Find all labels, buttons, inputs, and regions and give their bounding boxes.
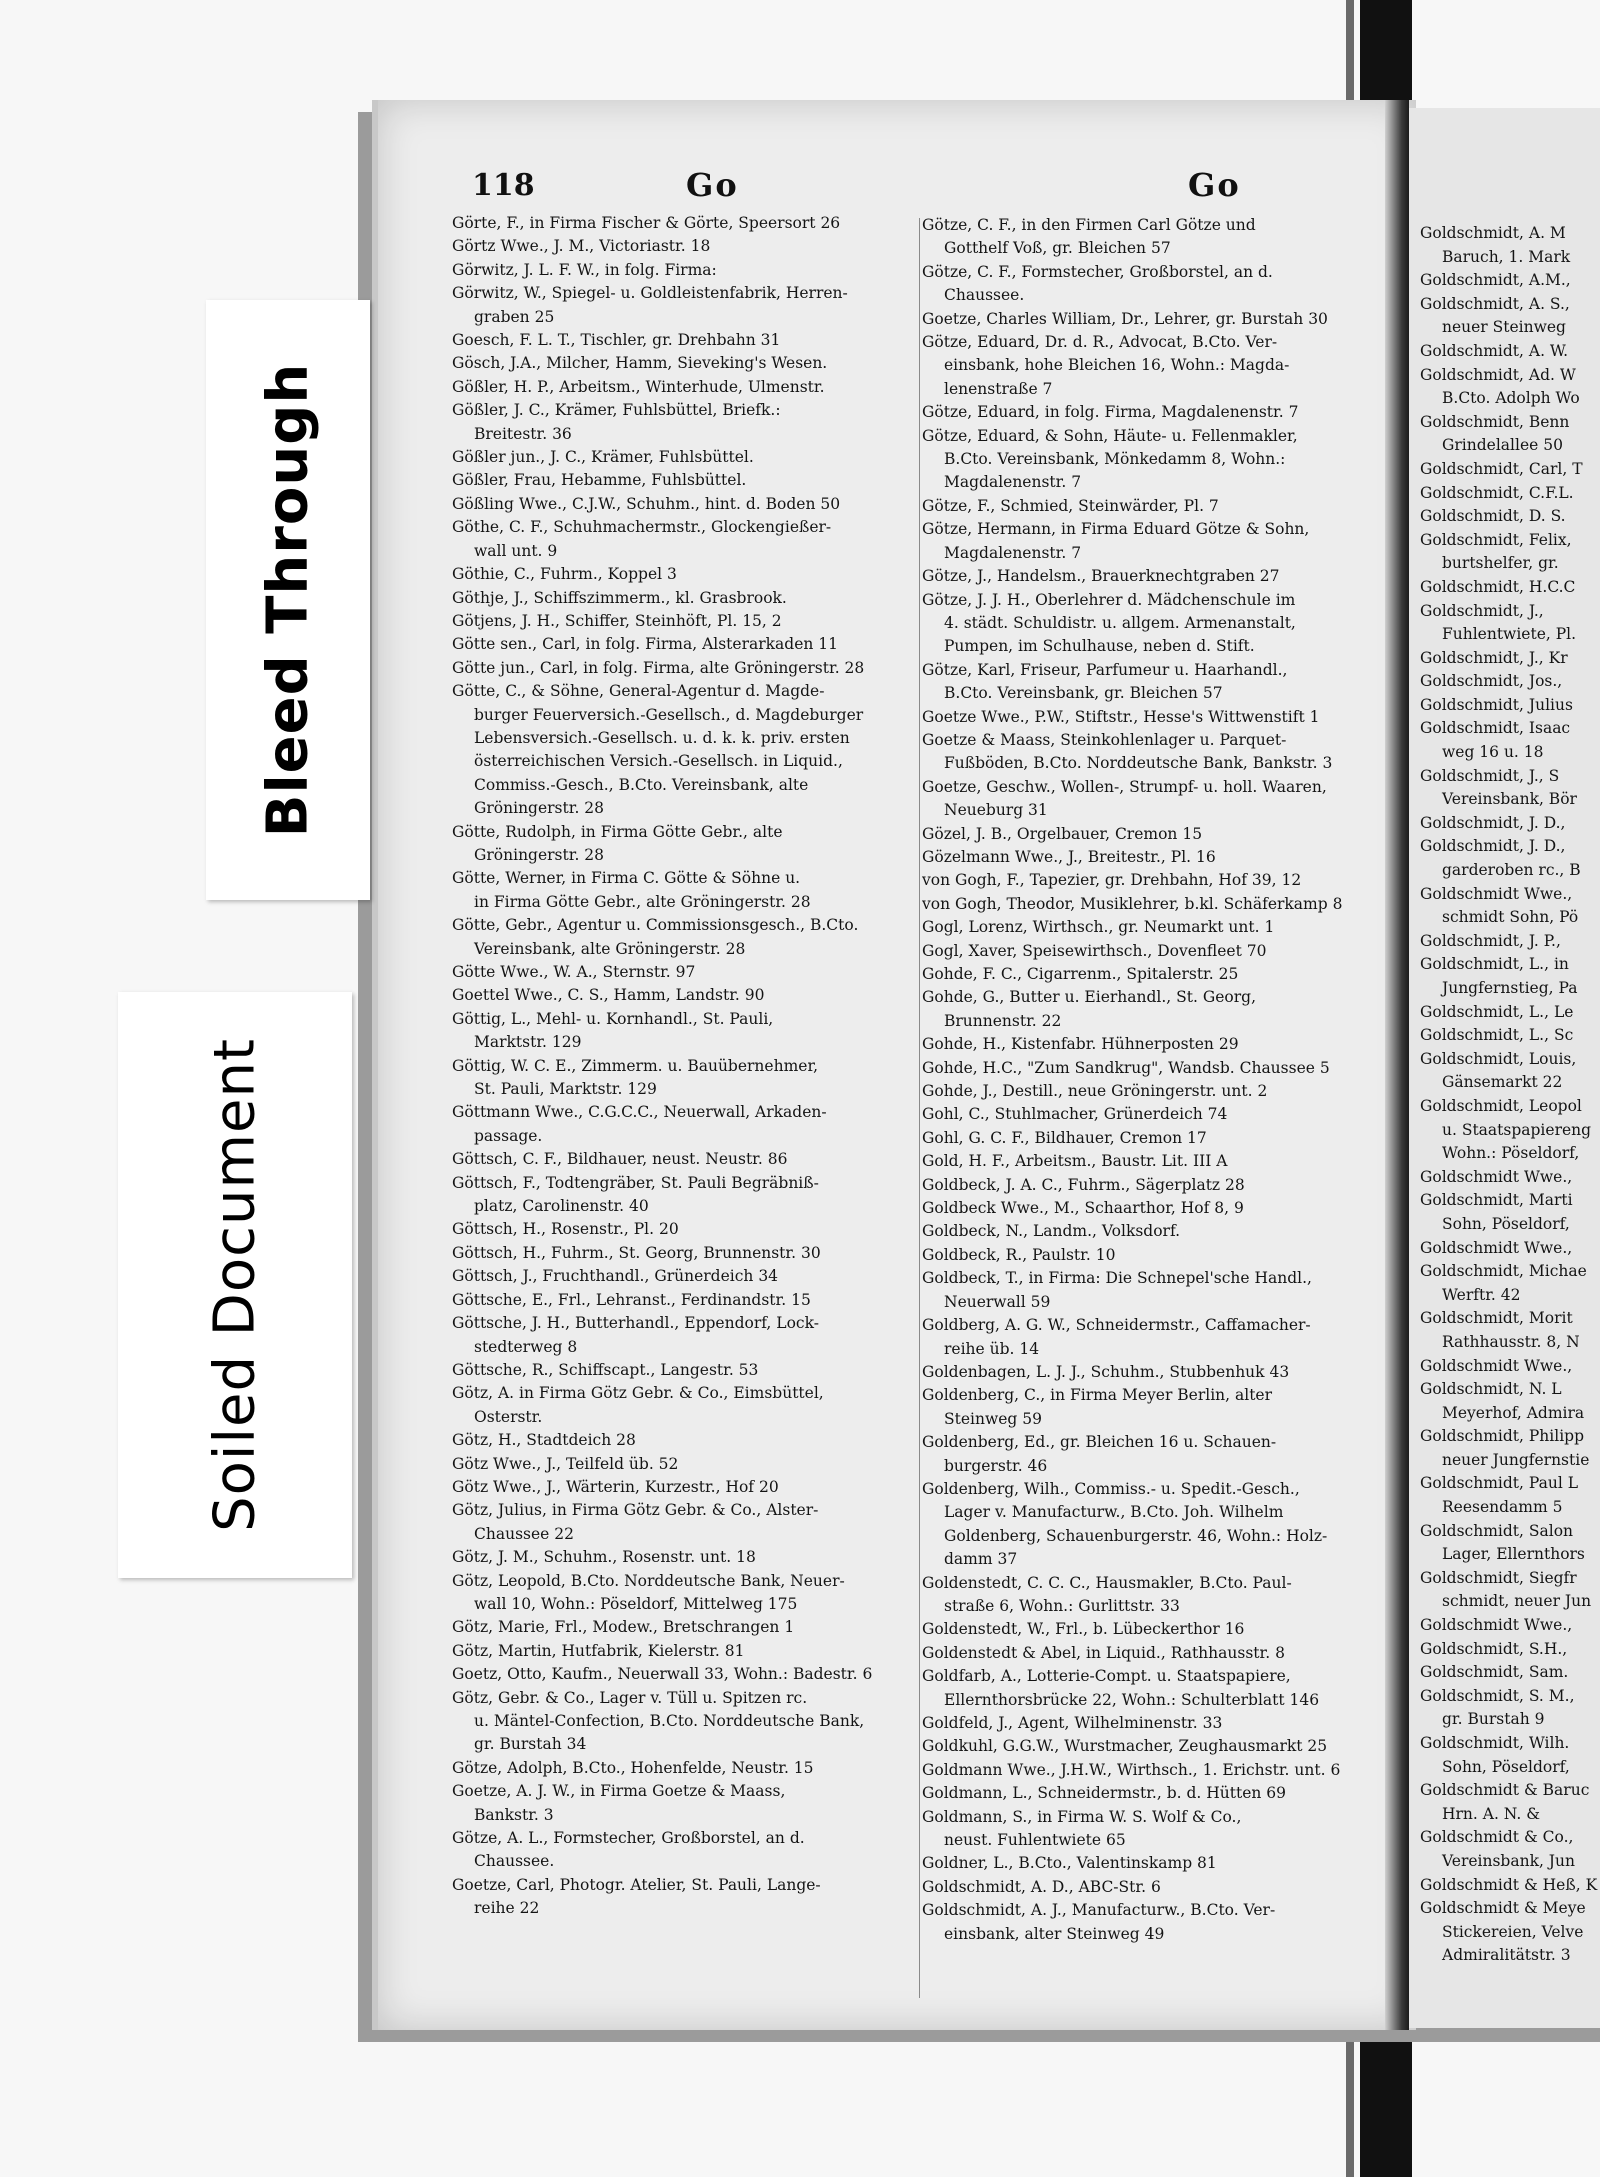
directory-entry-line: Goldschmidt, J. P.,	[1420, 931, 1561, 950]
directory-entry-line: Goldschmidt, Wilh.	[1420, 1734, 1570, 1752]
directory-entry-line: Goldner, L., B.Cto., Valentinskamp 81	[922, 1854, 1217, 1873]
directory-entry-line: Goldenberg, C., in Firma Meyer Berlin, alter	[922, 1386, 1273, 1405]
directory-entry-line: 4. städt. Schuldistr. u. allgem. Armenanstalt,	[944, 613, 1296, 632]
directory-entry-line: Lebensversich.-Gesellsch. u. d. k. k. priv. ersten	[474, 728, 850, 747]
bleed-through-text: Bleed Through	[255, 362, 321, 838]
directory-entry-line: Görwitz, J. L. F. W., in folg. Firma:	[452, 260, 717, 279]
directory-entry-line: Göthje, J., Schiffszimmerm., kl. Grasbrook.	[452, 588, 787, 607]
directory-entry-line: Goetz, Otto, Kaufm., Neuerwall 33, Wohn.: Badestr. 6	[452, 1665, 873, 1684]
running-header-left: Go	[686, 166, 739, 204]
directory-entry-line: Goldschmidt, Ad. W	[1420, 365, 1576, 384]
directory-entry-line: Göttsch, J., Fruchthandl., Grünerdeich 34	[452, 1267, 779, 1286]
directory-entry-line: Goldschmidt, J., S	[1420, 766, 1560, 785]
directory-entry-line: Vereinsbank, Bör	[1442, 790, 1577, 809]
directory-entry-line: Götze, Eduard, in folg. Firma, Magdalenenstr. 7	[922, 403, 1299, 422]
directory-entry-line: Göttsche, E., Frl., Lehranst., Ferdinandstr. 15	[452, 1290, 811, 1309]
directory-entry-line: Goldschmidt & Co.,	[1420, 1828, 1574, 1847]
directory-entry-line: Göttsche, R., Schiffscapt., Langestr. 53	[452, 1360, 759, 1379]
directory-entry-line: Goldschmidt, Siegfr	[1420, 1568, 1577, 1587]
directory-entry-line: Goldfeld, J., Agent, Wilhelminenstr. 33	[922, 1714, 1223, 1732]
directory-entry-line: Goesch, F. L. T., Tischler, gr. Drehbahn 31	[452, 331, 781, 350]
directory-entry-line: Goldschmidt, L., in	[1420, 955, 1569, 974]
directory-entry-line: Neuerwall 59	[944, 1292, 1051, 1311]
directory-entry-line: Götze, C. F., in den Firmen Carl Götze und	[922, 216, 1256, 234]
directory-entry-line: Goetze, Charles William, Dr., Lehrer, gr. Burstah 30	[922, 309, 1328, 328]
directory-entry-line: Götze, F., Schmied, Steinwärder, Pl. 7	[922, 496, 1219, 515]
directory-entry-line: Goldschmidt, Paul L	[1420, 1474, 1579, 1493]
directory-entry-line: Goldschmidt, Leopol	[1420, 1096, 1582, 1115]
directory-entry-line: Gold, H. F., Arbeitsm., Baustr. Lit. III A	[922, 1152, 1228, 1171]
directory-entry-line: Goldmann Wwe., J.H.W., Wirthsch., 1. Erichstr. unt. 6	[922, 1760, 1341, 1779]
directory-entry-line: Goldenberg, Ed., gr. Bleichen 16 u. Schauen-	[922, 1433, 1277, 1452]
directory-entry-line: Breitestr. 36	[474, 424, 572, 443]
directory-entry-line: Marktstr. 129	[474, 1033, 582, 1052]
directory-entry-line: Brunnenstr. 22	[944, 1011, 1062, 1030]
directory-entry-line: Göttsch, C. F., Bildhauer, neust. Neustr. 86	[452, 1150, 788, 1169]
directory-entry-line: Steinweg 59	[944, 1409, 1042, 1428]
directory-entry-line: Fuhlentwiete, Pl.	[1442, 625, 1577, 644]
directory-entry-line: Goldenberg, Wilh., Commiss.- u. Spedit.-Gesch.,	[922, 1479, 1300, 1498]
directory-entry-line: Göthe, C. F., Schuhmachermstr., Glockengießer-	[452, 518, 832, 537]
directory-entry-line: Neueburg 31	[944, 801, 1048, 820]
directory-entry-line: schmidt, neuer Jun	[1442, 1592, 1592, 1611]
directory-entry-line: Götze, Adolph, B.Cto., Hohenfelde, Neustr. 15	[452, 1758, 814, 1777]
directory-entry-line: B.Cto. Vereinsbank, Mönkedamm 8, Wohn.:	[944, 450, 1286, 469]
directory-entry-line: Reesendamm 5	[1442, 1498, 1563, 1517]
directory-entry-line: Goetze, Carl, Photogr. Atelier, St. Pauli, Lange-	[452, 1875, 821, 1894]
directory-entry-line: Bankstr. 3	[474, 1805, 554, 1824]
directory-entry-line: Götz, Leopold, B.Cto. Norddeutsche Bank, Neuer-	[452, 1571, 845, 1590]
directory-entry-line: Gohl, C., Stuhlmacher, Grünerdeich 74	[922, 1105, 1228, 1124]
directory-entry-line: Chaussee.	[474, 1852, 555, 1871]
directory-entry-line: Grindelallee 50	[1442, 436, 1563, 455]
directory-entry-line: Götz Wwe., J., Wärterin, Kurzestr., Hof 20	[452, 1477, 779, 1496]
directory-entry-line: Gößler jun., J. C., Krämer, Fuhlsbüttel.	[452, 448, 754, 467]
soiled-document-text: Soiled Document	[202, 1038, 268, 1532]
directory-entry-line: Goldenstedt, C. C. C., Hausmakler, B.Cto. Paul-	[922, 1573, 1292, 1592]
directory-entry-line: Goldbeck Wwe., M., Schaarthor, Hof 8, 9	[922, 1199, 1244, 1218]
directory-entry-line: Goldschmidt, Salon	[1420, 1521, 1574, 1540]
directory-entry-line: Goldschmidt, J. D.,	[1420, 813, 1566, 832]
directory-entry-line: Götz Wwe., J., Teilfeld üb. 52	[452, 1454, 679, 1473]
directory-entry-line: von Gogh, Theodor, Musiklehrer, b.kl. Schäferkamp 8	[922, 894, 1343, 913]
directory-entry-line: Götze, Eduard, Dr. d. R., Advocat, B.Cto. Ver-	[922, 333, 1278, 352]
directory-entry-line: Götz, Martin, Hutfabrik, Kielerstr. 81	[452, 1641, 745, 1660]
directory-entry-line: reihe üb. 14	[944, 1339, 1040, 1358]
directory-entry-line: einsbank, alter Steinweg 49	[944, 1924, 1165, 1943]
directory-entry-line: Götte Wwe., W. A., Sternstr. 97	[452, 963, 696, 981]
directory-entry-line: Goldenbagen, L. J. J., Schuhm., Stubbenhuk 43	[922, 1362, 1290, 1381]
directory-entry-line: Göttsche, J. H., Butterhandl., Eppendorf, Lock-	[452, 1314, 819, 1333]
directory-entry-line: B.Cto. Vereinsbank, gr. Bleichen 57	[944, 684, 1223, 703]
directory-entry-line: Göttsch, H., Rosenstr., Pl. 20	[452, 1220, 679, 1239]
directory-entry-line: Götz, Gebr. & Co., Lager v. Tüll u. Spitzen rc.	[452, 1688, 808, 1707]
directory-entry-line: stedterweg 8	[474, 1337, 578, 1356]
directory-entry-line: Chaussee.	[944, 286, 1025, 305]
directory-entry-line: Goldschmidt, A. M	[1420, 224, 1566, 242]
directory-entry-line: Gogl, Lorenz, Wirthsch., gr. Neumarkt unt. 1	[922, 918, 1275, 937]
directory-entry-line: Götz, Julius, in Firma Götz Gebr. & Co., Alster-	[452, 1501, 819, 1520]
directory-entry-line: burger Feuerversich.-Gesellsch., d. Magdeburger	[474, 705, 864, 724]
directory-entry-line: Goetze, A. J. W., in Firma Goetze & Maass,	[452, 1782, 786, 1801]
directory-entry-line: von Gogh, F., Tapezier, gr. Drehbahn, Hof 39, 12	[922, 871, 1302, 890]
directory-entry-line: Götte, Rudolph, in Firma Götte Gebr., alte	[452, 822, 783, 841]
directory-entry-line: reihe 22	[474, 1899, 540, 1918]
directory-entry-line: Goldschmidt, A. S.,	[1420, 294, 1570, 313]
directory-entry-line: Goldberg, A. G. W., Schneidermstr., Caffamacher-	[922, 1316, 1311, 1335]
directory-entry-line: Görwitz, W., Spiegel- u. Goldleistenfabrik, Herren-	[452, 284, 848, 303]
directory-entry-line: Goldbeck, J. A. C., Fuhrm., Sägerplatz 28	[922, 1175, 1245, 1194]
directory-entry-line: Goetze & Maass, Steinkohlenlager u. Parquet-	[922, 730, 1287, 749]
directory-entry-line: Goldschmidt, L., Sc	[1420, 1026, 1574, 1045]
directory-entry-line: Goldenstedt, W., Frl., b. Lübeckerthor 16	[922, 1620, 1245, 1639]
directory-entry-line: Goldschmidt, Sam.	[1420, 1663, 1569, 1682]
directory-entry-line: Göttsch, F., Todtengräber, St. Pauli Begräbniß-	[452, 1173, 819, 1192]
directory-entry-line: u. Staatspapiereng	[1442, 1120, 1592, 1139]
directory-entry-line: Goetze, Geschw., Wollen-, Strumpf- u. holl. Waaren,	[922, 777, 1327, 796]
soiled-document-label	[118, 992, 352, 1578]
directory-entry-line: Admiralitätstr. 3	[1442, 1946, 1571, 1965]
directory-entry-line: wall unt. 9	[474, 541, 558, 560]
directory-entry-line: Gröningerstr. 28	[474, 845, 605, 864]
directory-entry-line: Gößler, Frau, Hebamme, Fuhlsbüttel.	[452, 471, 747, 490]
directory-entry-line: Goldmann, L., Schneidermstr., b. d. Hütten 69	[922, 1784, 1287, 1803]
directory-entry-line: Goldschmidt, C.F.L.	[1420, 483, 1574, 502]
directory-entry-line: Göthie, C., Fuhrm., Koppel 3	[452, 565, 677, 584]
directory-entry-line: Goldschmidt, A.M.,	[1420, 271, 1571, 290]
directory-entry-line: Gößler, H. P., Arbeitsm., Winterhude, Ulmenstr.	[452, 377, 825, 396]
directory-entry-line: Götze, Hermann, in Firma Eduard Götze & Sohn,	[922, 520, 1310, 539]
bleed-through-label	[206, 300, 370, 900]
directory-entry-line: Goldschmidt Wwe.,	[1420, 1167, 1573, 1186]
directory-entry-line: schmidt Sohn, Pö	[1442, 908, 1579, 927]
directory-entry-line: burgerstr. 46	[944, 1456, 1048, 1475]
directory-entry-line: Görtz Wwe., J. M., Victoriastr. 18	[452, 237, 711, 256]
directory-entry-line: Gröningerstr. 28	[474, 799, 605, 818]
directory-entry-line: Gözel, J. B., Orgelbauer, Cremon 15	[922, 824, 1203, 843]
directory-entry-line: Pumpen, im Schulhause, neben d. Stift.	[944, 637, 1255, 656]
directory-entry-line: Gößling Wwe., C.J.W., Schuhm., hint. d. Boden 50	[452, 494, 841, 513]
directory-entry-line: Göttmann Wwe., C.G.C.C., Neuerwall, Arkaden-	[452, 1103, 827, 1122]
directory-column-left	[452, 212, 924, 1921]
directory-entry-line: Götz, A. in Firma Götz Gebr. & Co., Eimsbüttel,	[452, 1384, 824, 1403]
directory-entry-line: Sohn, Pöseldorf,	[1442, 1214, 1570, 1233]
directory-entry-line: neust. Fuhlentwiete 65	[944, 1831, 1126, 1850]
directory-entry-line: Göttig, W. C. E., Zimmerm. u. Bauübernehmer,	[452, 1056, 819, 1075]
directory-entry-line: Goldfarb, A., Lotterie-Compt. u. Staatspapiere,	[922, 1667, 1291, 1686]
directory-entry-line: garderoben rc., B	[1442, 861, 1581, 880]
directory-entry-line: Goldschmidt, Marti	[1420, 1191, 1573, 1210]
directory-entry-line: Goldschmidt, Jos.,	[1420, 672, 1563, 691]
directory-entry-line: Goldschmidt, N. L	[1420, 1380, 1562, 1399]
directory-entry-line: Goldschmidt & Heß, K	[1420, 1875, 1598, 1894]
directory-entry-line: damm 37	[944, 1550, 1018, 1569]
directory-entry-line: Gößler, J. C., Krämer, Fuhlsbüttel, Briefk.:	[452, 401, 781, 420]
directory-entry-line: Gohde, G., Butter u. Eierhandl., St. Georg,	[922, 988, 1256, 1007]
directory-entry-line: Goldschmidt Wwe.,	[1420, 884, 1573, 903]
directory-entry-line: gr. Burstah 9	[1442, 1710, 1545, 1729]
directory-entry-line: Magdalenenstr. 7	[944, 543, 1082, 562]
directory-entry-line: Gözelmann Wwe., J., Breitestr., Pl. 16	[922, 847, 1216, 866]
directory-entry-line: Goldbeck, N., Landm., Volksdorf.	[922, 1222, 1181, 1241]
directory-entry-line: Götze, Eduard, & Sohn, Häute- u. Fellenmakler,	[922, 426, 1298, 445]
directory-entry-line: Götte sen., Carl, in folg. Firma, Alsterarkaden 11	[452, 635, 838, 654]
directory-entry-line: Goldschmidt, A. W.	[1420, 341, 1569, 360]
directory-entry-line: Goldbeck, R., Paulstr. 10	[922, 1245, 1116, 1264]
directory-entry-line: Goldschmidt, D. S.	[1420, 507, 1566, 526]
directory-entry-line: weg 16 u. 18	[1442, 743, 1544, 762]
directory-entry-line: Gohde, J., Destill., neue Gröningerstr. unt. 2	[922, 1082, 1268, 1101]
directory-entry-line: Wohn.: Pöseldorf,	[1442, 1144, 1580, 1163]
page-number: 118	[472, 168, 535, 203]
directory-entry-line: Goldschmidt Wwe.,	[1420, 1356, 1573, 1375]
directory-entry-line: Magdalenenstr. 7	[944, 473, 1082, 492]
directory-entry-line: Goldschmidt Wwe.,	[1420, 1238, 1573, 1257]
directory-entry-line: Goldschmidt, S.H.,	[1420, 1639, 1568, 1658]
directory-entry-line: Götte, Gebr., Agentur u. Commissionsgesch., B.Cto.	[452, 916, 859, 935]
directory-entry-line: österreichischen Versich.-Gesellsch. in Liquid.,	[474, 752, 843, 771]
directory-entry-line: Goldschmidt & Baruc	[1420, 1781, 1590, 1800]
directory-entry-line: Gösch, J.A., Milcher, Hamm, Sieveking's Wesen.	[452, 354, 828, 373]
directory-entry-line: Götze, J. J. H., Oberlehrer d. Mädchenschule im	[922, 590, 1296, 609]
directory-entry-line: Goldenberg, Schauenburgerstr. 46, Wohn.: Holz-	[944, 1526, 1328, 1545]
directory-entry-line: Goldschmidt, J.,	[1420, 601, 1544, 620]
directory-entry-line: Goldschmidt & Meye	[1420, 1899, 1586, 1918]
directory-entry-line: Goldschmidt, Julius	[1420, 695, 1573, 714]
directory-entry-line: platz, Carolinenstr. 40	[474, 1197, 649, 1216]
directory-entry-line: Commiss.-Gesch., B.Cto. Vereinsbank, alte	[474, 775, 809, 794]
running-header-right: Go	[1188, 166, 1241, 204]
directory-entry-line: Vereinsbank, Jun	[1442, 1851, 1575, 1870]
directory-column-right-page	[1420, 222, 1600, 1968]
directory-entry-line: straße 6, Wohn.: Gurlittstr. 33	[944, 1596, 1180, 1615]
directory-entry-line: Göttsch, H., Fuhrm., St. Georg, Brunnenstr. 30	[452, 1243, 821, 1262]
directory-entry-line: Osterstr.	[474, 1407, 543, 1426]
directory-entry-line: Werftr. 42	[1442, 1285, 1521, 1304]
directory-entry-line: Götz, J. M., Schuhm., Rosenstr. unt. 18	[452, 1548, 756, 1567]
directory-entry-line: Goldschmidt, Morit	[1420, 1309, 1573, 1328]
directory-entry-line: Goldschmidt, A. J., Manufacturw., B.Cto. Ver-	[922, 1901, 1276, 1920]
directory-entry-line: u. Mäntel-Confection, B.Cto. Norddeutsche Bank,	[474, 1712, 865, 1730]
directory-entry-line: Götte jun., Carl, in folg. Firma, alte Gröningerstr. 28	[452, 658, 865, 677]
directory-entry-line: Goldschmidt, L., Le	[1420, 1002, 1574, 1021]
directory-entry-line: graben 25	[474, 307, 555, 326]
directory-entry-line: Gohl, G. C. F., Bildhauer, Cremon 17	[922, 1128, 1207, 1147]
directory-entry-line: Stickereien, Velve	[1442, 1922, 1584, 1941]
directory-column-middle	[922, 214, 1394, 1946]
directory-entry-line: neuer Steinweg	[1442, 318, 1566, 337]
directory-entry-line: Ellernthorsbrücke 22, Wohn.: Schulterblatt 146	[944, 1690, 1320, 1709]
directory-entry-line: in Firma Götte Gebr., alte Gröningerstr. 28	[474, 892, 811, 911]
directory-entry-line: Götze, J., Handelsm., Brauerknechtgraben 27	[922, 567, 1280, 586]
directory-entry-line: burtshelfer, gr.	[1442, 554, 1559, 573]
directory-entry-line: Goldschmidt, S. M.,	[1420, 1686, 1575, 1705]
directory-entry-line: Götjens, J. H., Schiffer, Steinhöft, Pl. 15, 2	[452, 611, 782, 630]
directory-entry-line: Goldmann, S., in Firma W. S. Wolf & Co.,	[922, 1807, 1242, 1826]
directory-entry-line: Hrn. A. N. &	[1442, 1804, 1541, 1823]
directory-entry-line: Goldkuhl, G.G.W., Wurstmacher, Zeughausmarkt 25	[922, 1737, 1328, 1756]
directory-entry-line: Goldschmidt, Benn	[1420, 412, 1570, 431]
directory-entry-line: Goldschmidt, Isaac	[1420, 719, 1571, 738]
directory-entry-line: Goetze Wwe., P.W., Stiftstr., Hesse's Wittwenstift 1	[922, 707, 1320, 726]
directory-entry-line: Goettel Wwe., C. S., Hamm, Landstr. 90	[452, 986, 765, 1005]
directory-entry-line: Gohde, H.C., "Zum Sandkrug", Wandsb. Chaussee 5	[922, 1058, 1330, 1077]
directory-entry-line: Goldschmidt Wwe.,	[1420, 1616, 1573, 1635]
directory-entry-line: Gohde, F. C., Cigarrenm., Spitalerstr. 25	[922, 965, 1239, 983]
directory-entry-line: Götte, Werner, in Firma C. Götte & Söhne u.	[452, 869, 801, 888]
directory-entry-line: Gänsemarkt 22	[1442, 1073, 1563, 1092]
directory-entry-line: passage.	[474, 1126, 543, 1145]
directory-entry-line: Gohde, H., Kistenfabr. Hühnerposten 29	[922, 1035, 1239, 1054]
directory-entry-line: Chaussee 22	[474, 1524, 574, 1543]
directory-entry-line: Goldenstedt & Abel, in Liquid., Rathhausstr. 8	[922, 1643, 1285, 1662]
directory-entry-line: Götze, C. F., Formstecher, Großborstel, an d.	[922, 262, 1273, 281]
directory-entry-line: Goldschmidt, J. D.,	[1420, 837, 1566, 856]
directory-entry-line: Götze, Karl, Friseur, Parfumeur u. Haarhandl.,	[922, 660, 1288, 679]
directory-entry-line: Gogl, Xaver, Speisewirthsch., Dovenfleet 70	[922, 941, 1267, 960]
directory-entry-line: wall 10, Wohn.: Pöseldorf, Mittelweg 175	[474, 1594, 798, 1613]
directory-entry-line: Rathhausstr. 8, N	[1442, 1332, 1580, 1351]
directory-entry-line: Gotthelf Voß, gr. Bleichen 57	[944, 239, 1171, 258]
directory-entry-line: St. Pauli, Marktstr. 129	[474, 1080, 657, 1099]
directory-entry-line: Goldschmidt, Philipp	[1420, 1427, 1584, 1446]
directory-entry-line: Götte, C., & Söhne, General-Agentur d. Magde-	[452, 682, 825, 701]
directory-entry-line: Goldschmidt, A. D., ABC-Str. 6	[922, 1877, 1161, 1896]
directory-entry-line: Goldschmidt, Felix,	[1420, 530, 1572, 549]
directory-entry-line: Jungfernstieg, Pa	[1442, 979, 1578, 997]
directory-entry-line: Vereinsbank, alte Gröningerstr. 28	[474, 939, 746, 958]
directory-entry-line: B.Cto. Adolph Wo	[1442, 389, 1580, 408]
directory-entry-line: Götz, Marie, Frl., Modew., Bretschrangen 1	[452, 1618, 795, 1637]
directory-entry-line: Goldschmidt, H.C.C	[1420, 577, 1576, 596]
directory-entry-line: Sohn, Pöseldorf,	[1442, 1757, 1570, 1776]
directory-entry-line: gr. Burstah 34	[474, 1735, 587, 1754]
directory-entry-line: Goldschmidt, Michae	[1420, 1262, 1587, 1281]
directory-entry-line: einsbank, hohe Bleichen 16, Wohn.: Magda-	[944, 356, 1290, 375]
directory-entry-line: Goldbeck, T., in Firma: Die Schnepel'sche Handl.,	[922, 1269, 1312, 1288]
directory-entry-line: Goldschmidt, Louis,	[1420, 1049, 1577, 1068]
directory-entry-line: Götz, H., Stadtdeich 28	[452, 1431, 636, 1450]
directory-entry-line: Göttig, L., Mehl- u. Kornhandl., St. Pauli,	[452, 1009, 774, 1028]
directory-entry-line: Goldschmidt, J., Kr	[1420, 648, 1568, 667]
directory-entry-line: Fußböden, B.Cto. Norddeutsche Bank, Bankstr. 3	[944, 754, 1333, 773]
directory-entry-line: Lager v. Manufacturw., B.Cto. Joh. Wilhelm	[944, 1503, 1284, 1522]
directory-entry-line: neuer Jungfernstie	[1442, 1450, 1590, 1469]
directory-entry-line: Baruch, 1. Mark	[1442, 247, 1571, 266]
directory-entry-line: lenenstraße 7	[944, 379, 1053, 398]
directory-entry-line: Lager, Ellernthors	[1442, 1545, 1585, 1564]
directory-entry-line: Goldschmidt, Carl, T	[1420, 459, 1583, 478]
directory-entry-line: Görte, F., in Firma Fischer & Görte, Speersort 26	[452, 214, 841, 232]
directory-entry-line: Götze, A. L., Formstecher, Großborstel, an d.	[452, 1829, 805, 1848]
directory-entry-line: Meyerhof, Admira	[1442, 1403, 1585, 1422]
